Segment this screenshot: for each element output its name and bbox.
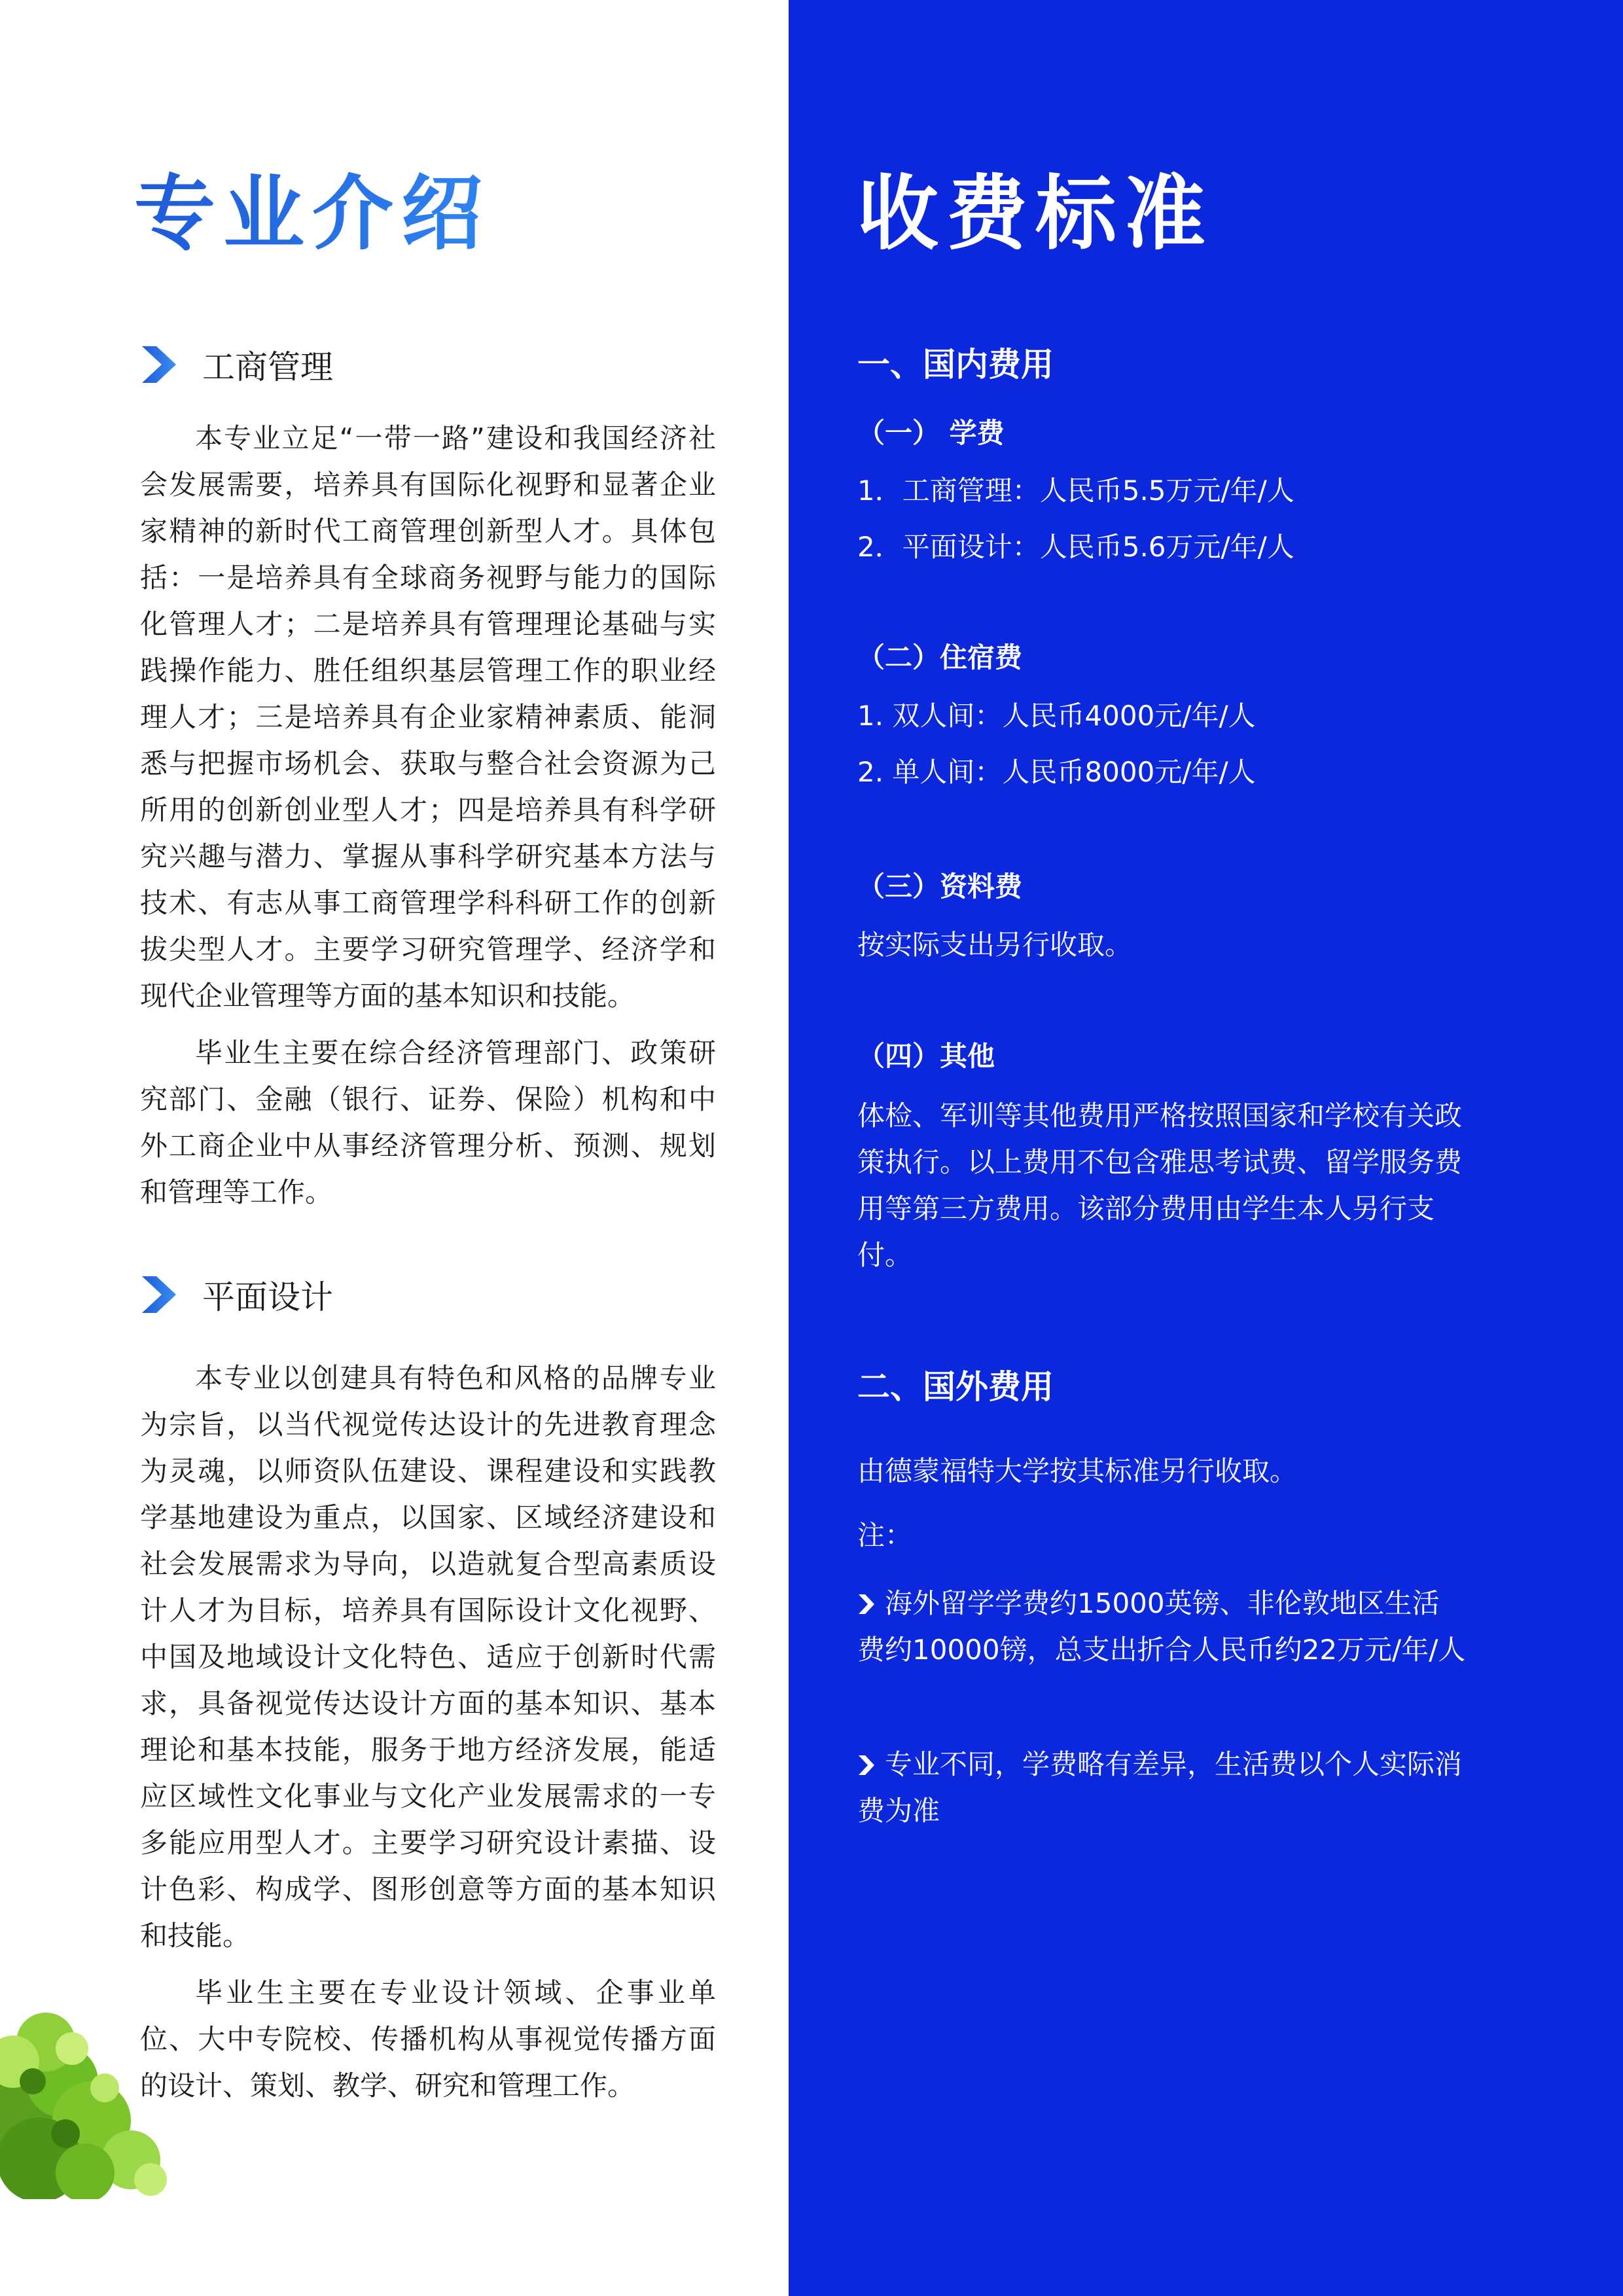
business-admin-paragraph-1: 本专业立足“一带一路”建设和我国经济社会发展需要，培养具有国际化视野和显著企业家精神的新时代工商管理创新型人才。具体包括：一是培养具有全球商务视野与能力的国际化管理人才；二是培养具有管理理论基础与实践操作能力、胜任组织基层管理工作的职业经理人才；三是培养具有企业家精神素质、能洞悉与把握市场机会、获取与整合社会资源为己所用的创新创业型人才；四是培养具有科学研究兴趣与潜力、掌握从事科学研究基本方法与技术、有志从事工商管理学科科研工作的创新拔尖型人才。主要学习研究管理学、经济学和现代企业管理等方面的基本知识和技能。 — [140, 422, 716, 1012]
note-item-text: 专业不同，学费略有差异，生活费以个人实际消费为准 — [857, 1748, 1463, 1827]
note-label: 注： — [857, 1519, 913, 1551]
housing-heading: （二）住宿费 — [857, 641, 1023, 673]
business-admin-description — [140, 415, 716, 1226]
tree-illustration — [0, 2003, 196, 2199]
chevron-right-icon — [141, 345, 177, 384]
section-heading-label: 工商管理 — [202, 348, 333, 386]
chevron-right-icon — [857, 1593, 876, 1615]
tuition-item: 2．平面设计：人民币5.6万元/年/人 — [857, 531, 1294, 563]
section-heading-business-admin — [141, 338, 333, 391]
major-intro-title: 专业介绍 — [134, 165, 490, 263]
housing-item: 2. 单人间：人民币8000元/年/人 — [857, 756, 1256, 788]
other-fees-heading: （四）其他 — [857, 1040, 995, 1072]
graphic-design-paragraph-2: 毕业生主要在专业设计领域、企事业单位、大中专院校、传播机构从事视觉传播方面的设计、策划、教学、研究和管理工作。 — [140, 1977, 716, 2102]
fee-standard-panel — [789, 0, 1623, 2296]
note-item-text: 海外留学学费约15000英镑、非伦敦地区生活费约10000镑，总支出折合人民币约22万元/年/人 — [857, 1587, 1466, 1666]
major-intro-panel — [0, 0, 789, 2296]
section-heading-label: 平面设计 — [202, 1278, 333, 1316]
tuition-item: 1．工商管理：人民币5.5万元/年/人 — [857, 475, 1294, 507]
materials-heading: （三）资料费 — [857, 870, 1023, 903]
graphic-design-description — [140, 1355, 716, 2119]
chevron-right-icon — [857, 1754, 876, 1776]
domestic-fees-heading: 一、国内费用 — [857, 346, 1054, 384]
fee-standard-title: 收费标准 — [857, 167, 1214, 261]
graphic-design-paragraph-1: 本专业以创建具有特色和风格的品牌专业为宗旨，以当代视觉传达设计的先进教育理念为灵魂，以师资队伍建设、课程建设和实践教学基地建设为重点，以国家、区域经济建设和社会发展需求为导向，以造就复合型高素质设计人才为目标，培养具有国际设计文化视野、中国及地域设计文化特色、适应于创新时代需求，具备视觉传达设计方面的基本知识、基本理论和基本技能，服务于地方经济发展，能适应区域性文化事业与文化产业发展需求的一专多能应用型人才。主要学习研究设计素描、设计色彩、构成学、图形创意等方面的基本知识和技能。 — [140, 1362, 716, 1952]
materials-text: 按实际支出另行收取。 — [857, 929, 1133, 961]
section-heading-graphic-design — [141, 1268, 333, 1321]
tuition-heading: （一） 学费 — [857, 417, 1005, 449]
other-fees-text: 体检、军训等其他费用严格按照国家和学校有关政策执行。以上费用不包含雅思考试费、留学服务费用等第三方费用。该部分费用由学生本人另行支付。 — [857, 1100, 1463, 1271]
note-item — [857, 1580, 1466, 1673]
overseas-fees-text: 由德蒙福特大学按其标准另行收取。 — [857, 1455, 1298, 1487]
housing-item: 1. 双人间：人民币4000元/年/人 — [857, 700, 1256, 732]
overseas-fees-heading: 二、国外费用 — [857, 1368, 1054, 1406]
business-admin-paragraph-2: 毕业生主要在综合经济管理部门、政策研究部门、金融（银行、证券、保险）机构和中外工商企业中从事经济管理分析、预测、规划和管理等工作。 — [140, 1037, 716, 1208]
chevron-right-icon — [141, 1275, 177, 1314]
note-item — [857, 1741, 1466, 1834]
